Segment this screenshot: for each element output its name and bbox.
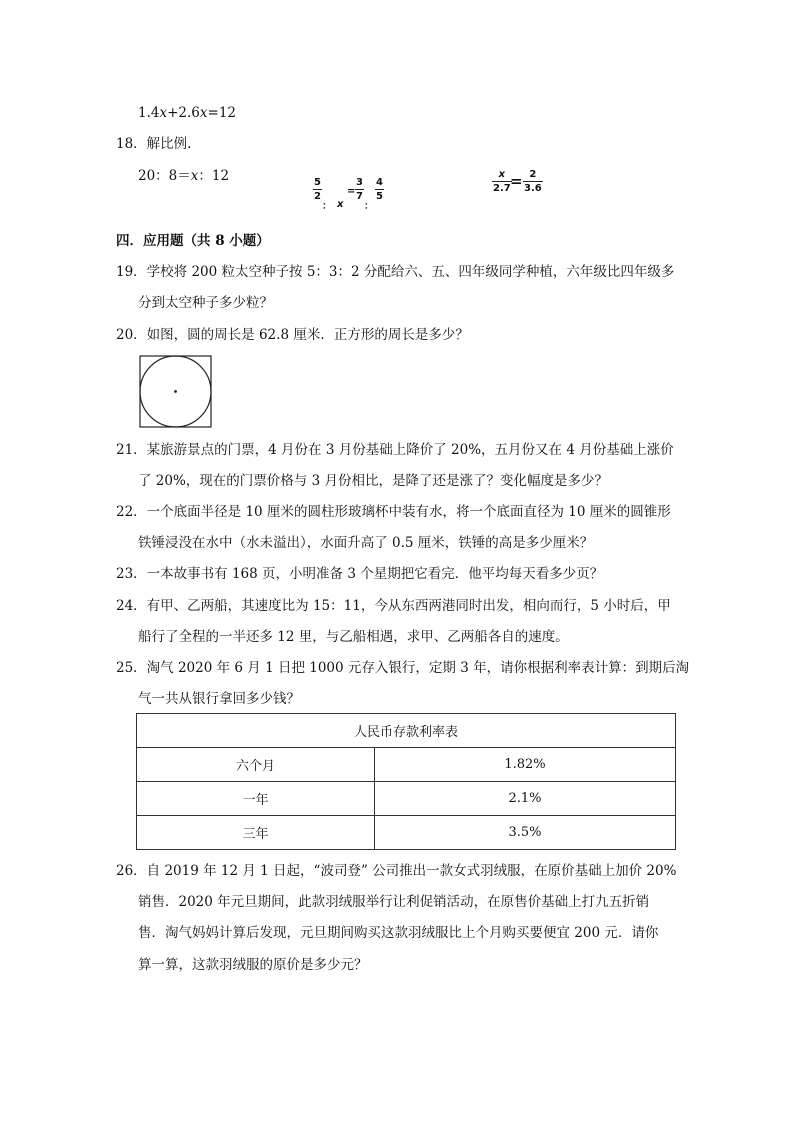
question-24-line1: 24．有甲、乙两船，其速度比为 15：11，今从东西两港同时出发，相向而行，5 小时后，甲 bbox=[116, 598, 671, 614]
question-21-line2: 了 20%，现在的门票价格与 3 月份相比，是降了还是涨了？变化幅度是多少？ bbox=[138, 473, 608, 489]
table-row bbox=[137, 748, 676, 782]
circle-in-square-figure bbox=[139, 355, 213, 429]
question-23-line1: 23．一本故事书有 168 页，小明准备 3 个星期把它看完．他平均每天看多少页？ bbox=[116, 566, 604, 582]
eq-term: =12 bbox=[207, 105, 237, 121]
term-cell: 三年 bbox=[137, 816, 375, 850]
question-26-line1: 26．自 2019 年 12 月 1 日起，“波司登” 公司推出一款女式羽绒服，在原价基础上加价 20% bbox=[116, 863, 677, 879]
denominator: 2.7 bbox=[493, 183, 511, 194]
question-22-line2: 铁锤浸没在水中（水未溢出），水面升高了 0.5 厘米，铁锤的高是多少厘米？ bbox=[138, 535, 594, 551]
colon: ： bbox=[322, 201, 332, 212]
fraction bbox=[492, 169, 512, 194]
denominator: 5 bbox=[376, 191, 383, 202]
fraction-bar bbox=[375, 189, 384, 190]
interest-rate-table bbox=[136, 713, 676, 850]
rate-cell: 3.5% bbox=[375, 816, 676, 850]
table-row bbox=[137, 816, 676, 850]
equals-sign: = bbox=[510, 172, 523, 190]
section-heading: 四．应用题（共 8 小题） bbox=[116, 233, 270, 249]
rate-cell: 1.82% bbox=[375, 748, 676, 782]
numerator: 3 bbox=[356, 177, 363, 188]
question-25-line1: 25．淘气 2020 年 6 月 1 日把 1000 元存入银行，定期 3 年，请你根据利率表计算：到期后淘 bbox=[116, 660, 690, 676]
equals-sign: = bbox=[347, 186, 356, 197]
center-dot bbox=[174, 390, 177, 393]
fraction bbox=[375, 177, 384, 202]
eq-term: 20：8＝ bbox=[138, 168, 191, 184]
term-cell: 六个月 bbox=[137, 748, 375, 782]
fraction-bar bbox=[355, 189, 364, 190]
denominator: 2 bbox=[314, 191, 321, 202]
eq-var: x bbox=[190, 168, 199, 184]
proportion-1 bbox=[138, 166, 229, 186]
equation-17c bbox=[138, 103, 236, 123]
fraction bbox=[523, 169, 543, 194]
fraction-bar bbox=[492, 181, 512, 182]
colon: ： bbox=[364, 201, 374, 212]
fraction bbox=[313, 177, 322, 202]
denominator: 3.6 bbox=[524, 183, 542, 194]
question-18-label: 18．解比例. bbox=[116, 136, 192, 152]
table-title: 人民币存款利率表 bbox=[137, 714, 676, 748]
eq-term: +2.6 bbox=[167, 105, 200, 121]
question-25-line2: 气一共从银行拿回多少钱？ bbox=[138, 691, 300, 707]
term-cell: 一年 bbox=[137, 782, 375, 816]
question-19-line1: 19．学校将 200 粒太空种子按 5：3：2 分配给六、五、四年级同学种植，六年级比四年级多 bbox=[116, 264, 675, 280]
question-22-line1: 22．一个底面半径是 10 厘米的圆柱形玻璃杯中装有水，将一个底面直径为 10 厘米的圆锥形 bbox=[116, 504, 671, 520]
table-title-row bbox=[137, 714, 676, 748]
numerator: 4 bbox=[376, 177, 383, 188]
eq-term: ：12 bbox=[198, 168, 230, 184]
question-24-line2: 船行了全程的一半还多 12 里，与乙船相遇，求甲、乙两船各自的速度。 bbox=[138, 629, 569, 645]
eq-var: x bbox=[159, 105, 168, 121]
question-26-line3: 售．淘气妈妈计算后发现，元旦期间购买这款羽绒服比上个月购买要便宜 200 元．请你 bbox=[138, 925, 659, 941]
question-20-line1: 20．如图，圆的周长是 62.8 厘米．正方形的周长是多少？ bbox=[116, 327, 469, 343]
numerator: 2 bbox=[529, 169, 537, 180]
denominator: 7 bbox=[356, 191, 363, 202]
question-19-line2: 分到太空种子多少粒？ bbox=[138, 295, 273, 311]
eq-var: x bbox=[337, 199, 344, 210]
numerator: 5 bbox=[314, 177, 321, 188]
question-26-line4: 算一算，这款羽绒服的原价是多少元？ bbox=[138, 957, 368, 973]
rate-cell: 2.1% bbox=[375, 782, 676, 816]
fraction bbox=[355, 177, 364, 202]
question-26-line2: 销售．2020 年元旦期间，此款羽绒服举行让利促销活动，在原售价基础上打九五折销 bbox=[138, 894, 650, 910]
eq-term: 1.4 bbox=[138, 105, 160, 121]
fraction-bar bbox=[313, 189, 322, 190]
table-row bbox=[137, 782, 676, 816]
fraction-bar bbox=[523, 181, 543, 182]
numerator: x bbox=[498, 169, 506, 180]
eq-var: x bbox=[199, 105, 208, 121]
question-21-line1: 21．某旅游景点的门票，4 月份在 3 月份基础上降价了 20%，五月份又在 4 月份基础上涨价 bbox=[116, 442, 674, 458]
